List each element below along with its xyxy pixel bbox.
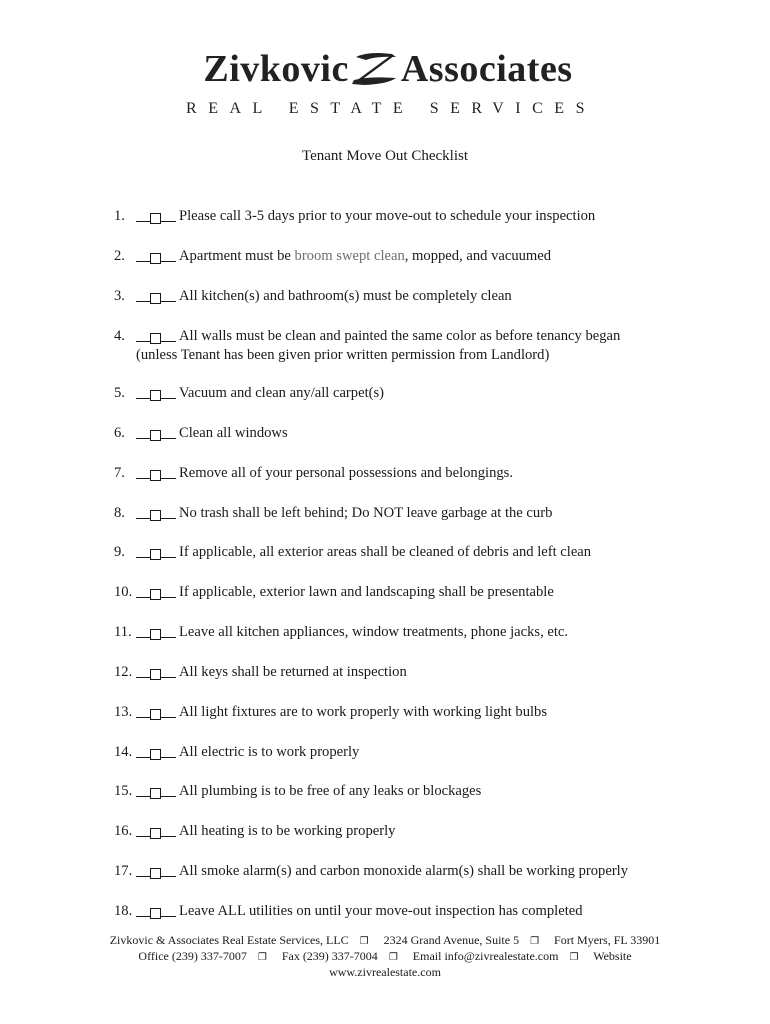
checklist-item xyxy=(114,862,628,881)
item-number: 5. xyxy=(114,385,125,401)
checklist-item xyxy=(114,207,595,226)
checkbox-square-icon xyxy=(150,669,161,680)
checklist-item xyxy=(114,743,359,762)
company-logo xyxy=(0,48,770,118)
checkbox-square-icon xyxy=(150,549,161,560)
item-text: Leave ALL utilities on until your move-out inspection has completed xyxy=(179,903,583,919)
footer-email: Email info@zivrealestate.com xyxy=(412,949,559,963)
checkbox-square-icon xyxy=(150,908,161,919)
checkbox-square-icon xyxy=(150,390,161,401)
separator-icon: ❐ xyxy=(257,952,267,963)
checkbox[interactable] xyxy=(136,584,176,598)
item-text: All keys shall be returned at inspection xyxy=(179,664,407,680)
item-number: 2. xyxy=(114,248,125,264)
item-number: 4. xyxy=(114,328,125,344)
checkbox-square-icon xyxy=(150,589,161,600)
item-text: Vacuum and clean any/all carpet(s) xyxy=(179,385,385,401)
document-title: Tenant Move Out Checklist xyxy=(301,148,468,164)
checklist-item xyxy=(114,384,384,403)
checklist-item xyxy=(114,663,407,682)
item-number: 6. xyxy=(114,425,125,441)
item-text: Leave all kitchen appliances, window treatments, phone jacks, etc. xyxy=(179,624,569,640)
separator-icon: ❐ xyxy=(359,936,369,947)
checklist-item xyxy=(114,504,552,523)
checkbox[interactable] xyxy=(136,544,176,558)
item-number: 14. xyxy=(114,744,133,760)
item-text: If applicable, all exterior areas shall be cleaned of debris and left clean xyxy=(179,544,592,560)
checklist-item xyxy=(114,782,481,801)
checkbox[interactable] xyxy=(136,744,176,758)
checkbox[interactable] xyxy=(136,288,176,302)
item-text: If applicable, exterior lawn and landscaping shall be presentable xyxy=(179,584,554,600)
checklist-item xyxy=(114,822,395,841)
checkbox[interactable] xyxy=(136,248,176,262)
item-number: 9. xyxy=(114,544,125,560)
checkbox[interactable] xyxy=(136,704,176,718)
item-text: Remove all of your personal possessions and belongings. xyxy=(179,465,513,481)
item-number: 7. xyxy=(114,465,125,481)
footer-office-phone: Office (239) 337-7007 xyxy=(138,949,247,963)
checkbox-square-icon xyxy=(150,293,161,304)
footer-website-url[interactable]: www.zivrealestate.com xyxy=(329,965,441,979)
checklist-item xyxy=(114,902,583,921)
logo-name-right: Associates xyxy=(400,48,573,90)
footer-row-2 xyxy=(0,949,770,965)
checklist-item xyxy=(114,543,591,562)
footer-fax: Fax (239) 337-7004 xyxy=(281,949,378,963)
item-text: All smoke alarm(s) and carbon monoxide alarm(s) shall be working properly xyxy=(179,863,629,879)
checklist-item xyxy=(114,287,512,306)
footer-row-3 xyxy=(0,965,770,980)
item-text: No trash shall be left behind; Do NOT leave garbage at the curb xyxy=(179,505,553,521)
checklist-item xyxy=(114,583,554,602)
logo-tagline: REAL ESTATE SERVICES xyxy=(186,100,596,117)
item-number: 11. xyxy=(114,624,132,640)
item-text: , mopped, and vacuumed xyxy=(404,248,552,264)
checkbox-square-icon xyxy=(150,828,161,839)
checkbox[interactable] xyxy=(136,863,176,877)
footer-row-1 xyxy=(0,933,770,949)
logo-wordmark xyxy=(6,48,770,88)
checklist-item xyxy=(114,623,568,642)
item-text: Clean all windows xyxy=(179,425,288,441)
checkbox-square-icon xyxy=(150,213,161,224)
checkbox-square-icon xyxy=(150,253,161,264)
item-text: All walls must be clean and painted the same color as before tenancy began xyxy=(179,328,621,344)
logo-z-mark-icon xyxy=(346,48,404,88)
item-text-highlight: broom swept clean xyxy=(294,248,405,264)
separator-icon: ❐ xyxy=(530,936,540,947)
footer xyxy=(0,933,770,980)
item-number: 8. xyxy=(114,505,125,521)
item-text: All light fixtures are to work properly with working light bulbs xyxy=(179,704,548,720)
item-text: Apartment must be xyxy=(179,248,295,264)
checklist-item xyxy=(114,464,513,483)
item-number: 16. xyxy=(114,823,133,839)
item-number: 13. xyxy=(114,704,133,720)
checkbox-square-icon xyxy=(150,749,161,760)
item-text: Please call 3-5 days prior to your move-out to schedule your inspection xyxy=(179,208,596,224)
checkbox-square-icon xyxy=(150,788,161,799)
separator-icon: ❐ xyxy=(388,952,398,963)
checkbox[interactable] xyxy=(136,465,176,479)
footer-company: Zivkovic & Associates Real Estate Services, LLC xyxy=(109,933,349,947)
checklist-item xyxy=(114,247,551,266)
checkbox[interactable] xyxy=(136,903,176,917)
item-text: All kitchen(s) and bathroom(s) must be completely clean xyxy=(179,288,512,304)
footer-city: Fort Myers, FL 33901 xyxy=(554,933,661,947)
checkbox[interactable] xyxy=(136,664,176,678)
checkbox[interactable] xyxy=(136,783,176,797)
checkbox[interactable] xyxy=(136,823,176,837)
checkbox-square-icon xyxy=(150,430,161,441)
checklist-item xyxy=(114,327,620,346)
checklist-item xyxy=(114,703,547,722)
checkbox-square-icon xyxy=(150,629,161,640)
footer-address: 2324 Grand Avenue, Suite 5 xyxy=(383,933,520,947)
item-text-continuation: (unless Tenant has been given prior written permission from Landlord) xyxy=(136,347,550,363)
checkbox[interactable] xyxy=(136,505,176,519)
item-number: 18. xyxy=(114,903,133,919)
item-text: All plumbing is to be free of any leaks or blockages xyxy=(179,783,482,799)
item-number: 10. xyxy=(114,584,133,600)
checkbox[interactable] xyxy=(136,624,176,638)
item-text: All electric is to work properly xyxy=(179,744,360,760)
item-number: 3. xyxy=(114,288,125,304)
checkbox-square-icon xyxy=(150,510,161,521)
footer-website-label: Website xyxy=(593,949,632,963)
item-number: 15. xyxy=(114,783,133,799)
item-number: 1. xyxy=(114,208,125,224)
checkbox[interactable] xyxy=(136,208,176,222)
checkbox-square-icon xyxy=(150,470,161,481)
checkbox[interactable] xyxy=(136,385,176,399)
separator-icon: ❐ xyxy=(569,952,579,963)
checkbox-square-icon xyxy=(150,868,161,879)
checkbox[interactable] xyxy=(136,425,176,439)
checkbox-square-icon xyxy=(150,333,161,344)
item-number: 17. xyxy=(114,863,133,879)
checkbox[interactable] xyxy=(136,328,176,342)
checkbox-square-icon xyxy=(150,709,161,720)
item-number: 12. xyxy=(114,664,133,680)
checklist-item xyxy=(114,424,288,443)
item-text: All heating is to be working properly xyxy=(179,823,396,839)
logo-name-left: Zivkovic xyxy=(203,48,349,90)
